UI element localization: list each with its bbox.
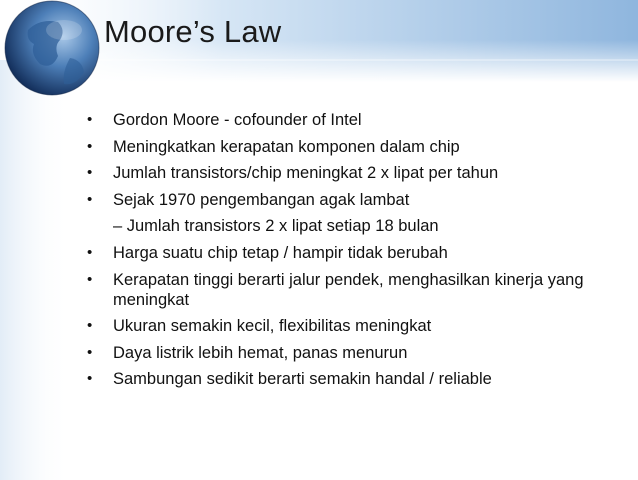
bullet-text: Sejak 1970 pengembangan agak lambat — [113, 190, 410, 209]
bullet-marker: • — [87, 137, 93, 155]
bullet-marker: • — [87, 317, 93, 335]
bullet-text: Kerapatan tinggi berarti jalur pendek, menghasilkan kinerja yang meningkat — [113, 270, 584, 309]
bullet-marker: • — [87, 270, 93, 288]
bullet-text: – Jumlah transistors 2 x lipat setiap 18 bulan — [113, 217, 439, 236]
bullet-text: Ukuran semakin kecil, flexibilitas meningkat — [113, 317, 432, 336]
bullet-marker: • — [87, 111, 93, 128]
bullet-marker: • — [87, 343, 93, 361]
bullet-text: Daya listrik lebih hemat, panas menurun — [113, 343, 408, 362]
bullet-marker: • — [87, 243, 93, 261]
bullet-list — [84, 110, 624, 396]
bullet-item — [84, 190, 624, 210]
bullet-marker: • — [87, 190, 93, 208]
globe-icon — [5, 1, 99, 95]
bullet-item — [84, 369, 624, 389]
side-band — [0, 60, 70, 480]
bullet-item — [84, 316, 624, 336]
bullet-text: Harga suatu chip tetap / hampir tidak berubah — [113, 243, 448, 262]
bullet-text: Jumlah transistors/chip meningkat 2 x lipat per tahun — [113, 164, 499, 183]
bullet-marker: • — [87, 164, 93, 182]
bullet-item — [84, 137, 624, 157]
bullet-text: Gordon Moore - cofounder of Intel — [113, 111, 362, 129]
bullet-item — [84, 163, 624, 183]
bullet-item — [84, 270, 624, 310]
sub-bullet-item — [84, 216, 624, 236]
slide-title: Moore’s Law — [104, 14, 282, 49]
bullet-item — [84, 243, 624, 263]
bullet-item — [84, 110, 624, 130]
bullet-text: Sambungan sedikit berarti semakin handal / reliable — [113, 370, 492, 389]
bullet-item — [84, 343, 624, 363]
bullet-text: Meningkatkan kerapatan komponen dalam chip — [113, 137, 460, 156]
bullet-marker: • — [87, 370, 93, 388]
